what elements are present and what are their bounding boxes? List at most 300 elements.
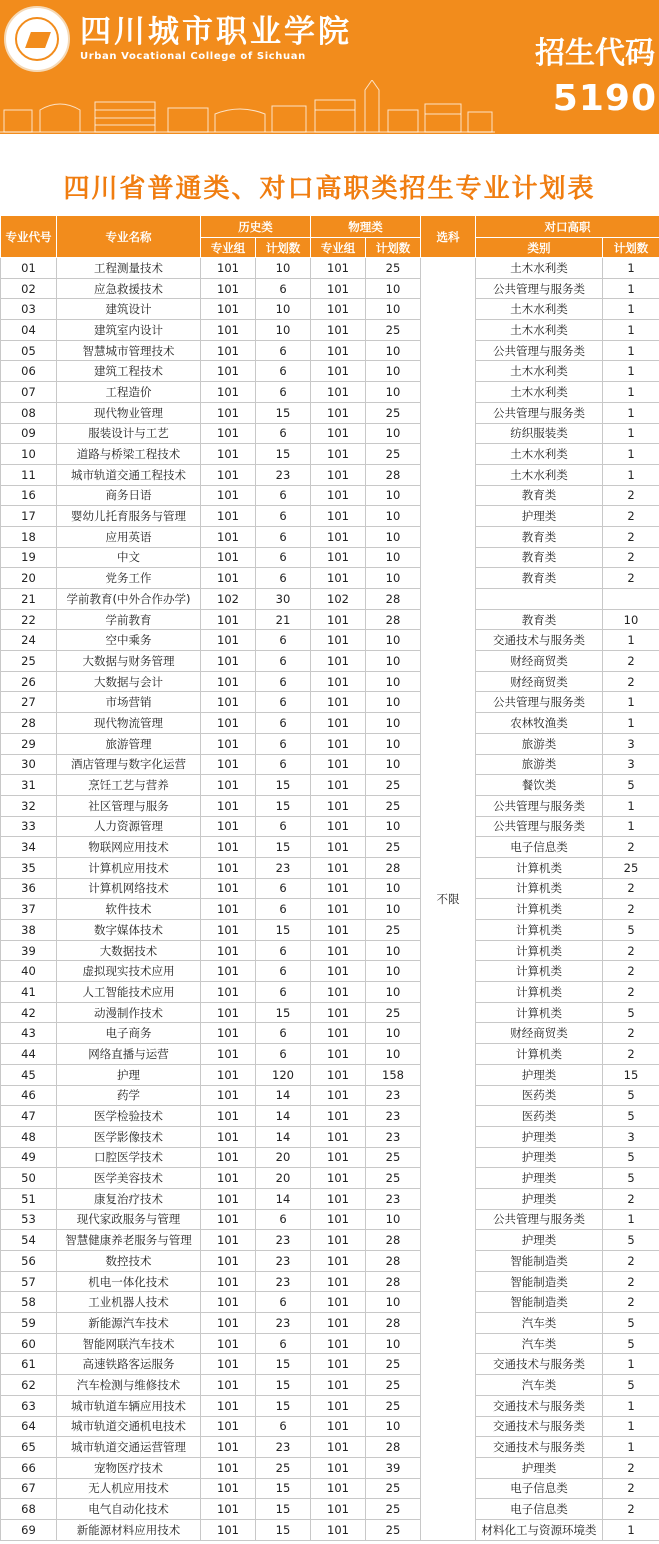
cell-history-group: 101 [201,485,256,506]
cell-physics-plan: 25 [366,1499,421,1520]
cell-vocational-plan: 2 [603,899,659,920]
header-physics: 物理类 [311,216,421,238]
cell-code: 24 [1,630,57,651]
cell-physics-group: 101 [311,1499,366,1520]
cell-name: 婴幼儿托育服务与管理 [57,506,201,527]
cell-history-plan: 6 [256,713,311,734]
cell-history-plan: 6 [256,940,311,961]
table-row [1,1126,659,1147]
cell-physics-plan: 10 [366,630,421,651]
cell-physics-group: 101 [311,1168,366,1189]
cell-name: 医学检验技术 [57,1106,201,1127]
cell-name: 宠物医疗技术 [57,1457,201,1478]
cell-physics-plan: 25 [366,1395,421,1416]
header-vocational: 对口高职 [476,216,659,238]
cell-vocational-plan: 2 [603,1188,659,1209]
cell-physics-plan: 10 [366,754,421,775]
cell-code: 48 [1,1126,57,1147]
cell-physics-group: 101 [311,920,366,941]
cell-history-group: 101 [201,444,256,465]
cell-physics-group: 101 [311,1375,366,1396]
cell-name: 医学美容技术 [57,1168,201,1189]
cell-history-group: 101 [201,1416,256,1437]
cell-history-group: 101 [201,526,256,547]
cell-physics-plan: 25 [366,795,421,816]
cell-vocational-plan: 1 [603,692,659,713]
cell-physics-plan: 10 [366,526,421,547]
table-row [1,299,659,320]
cell-history-group: 101 [201,402,256,423]
cell-physics-group: 101 [311,1126,366,1147]
table-row [1,961,659,982]
cell-vocational-plan: 3 [603,733,659,754]
cell-vocational-plan: 2 [603,1044,659,1065]
cell-history-group: 101 [201,775,256,796]
cell-history-group: 101 [201,1251,256,1272]
cell-physics-group: 101 [311,402,366,423]
cell-vocational-category: 护理类 [476,1188,603,1209]
cell-vocational-plan: 1 [603,1354,659,1375]
cell-vocational-plan: 1 [603,402,659,423]
cell-physics-plan: 23 [366,1188,421,1209]
cell-physics-plan: 10 [366,1023,421,1044]
cell-physics-plan: 28 [366,589,421,610]
cell-vocational-category: 智能制造类 [476,1251,603,1272]
cell-history-plan: 15 [256,1499,311,1520]
cell-vocational-plan: 5 [603,1375,659,1396]
header-banner [0,0,659,134]
table-row [1,1209,659,1230]
cell-history-plan: 6 [256,630,311,651]
cell-physics-plan: 10 [366,340,421,361]
cell-name: 护理 [57,1064,201,1085]
cell-physics-group: 101 [311,1437,366,1458]
cell-physics-plan: 10 [366,940,421,961]
cell-history-plan: 15 [256,1395,311,1416]
cell-physics-plan: 10 [366,1292,421,1313]
cell-code: 65 [1,1437,57,1458]
cell-history-plan: 6 [256,568,311,589]
cell-physics-group: 101 [311,1106,366,1127]
cell-vocational-plan: 1 [603,258,659,279]
cell-vocational-plan: 1 [603,816,659,837]
cell-name: 网络直播与运营 [57,1044,201,1065]
cell-history-plan: 30 [256,589,311,610]
cell-code: 63 [1,1395,57,1416]
cell-history-group: 101 [201,1209,256,1230]
cell-vocational-category: 公共管理与服务类 [476,402,603,423]
cell-vocational-category: 护理类 [476,1230,603,1251]
cell-vocational-category: 计算机类 [476,1002,603,1023]
cell-physics-plan: 28 [366,1313,421,1334]
cell-vocational-category: 交通技术与服务类 [476,1354,603,1375]
cell-history-group: 101 [201,651,256,672]
cell-name: 物联网应用技术 [57,837,201,858]
cell-vocational-plan: 5 [603,1085,659,1106]
cell-history-group: 101 [201,1230,256,1251]
cell-name: 应急救援技术 [57,278,201,299]
cell-history-plan: 6 [256,1333,311,1354]
cell-physics-group: 101 [311,1333,366,1354]
cell-physics-group: 101 [311,1292,366,1313]
cell-history-plan: 15 [256,920,311,941]
cell-physics-plan: 25 [366,258,421,279]
cell-history-plan: 6 [256,1209,311,1230]
cell-name: 汽车检测与维修技术 [57,1375,201,1396]
cell-name: 旅游管理 [57,733,201,754]
table-row [1,464,659,485]
table-row [1,423,659,444]
cell-history-plan: 15 [256,1519,311,1540]
cell-history-group: 101 [201,816,256,837]
cell-code: 28 [1,713,57,734]
cell-physics-plan: 25 [366,402,421,423]
cell-vocational-category: 计算机类 [476,899,603,920]
table-row [1,816,659,837]
cell-vocational-category: 计算机类 [476,982,603,1003]
cell-vocational-category: 公共管理与服务类 [476,692,603,713]
cell-history-plan: 23 [256,1230,311,1251]
cell-physics-plan: 10 [366,361,421,382]
cell-vocational-plan: 2 [603,1251,659,1272]
cell-name: 口腔医学技术 [57,1147,201,1168]
cell-physics-group: 101 [311,506,366,527]
table-row [1,1168,659,1189]
cell-name: 建筑工程技术 [57,361,201,382]
cell-history-plan: 23 [256,1251,311,1272]
cell-history-group: 101 [201,1126,256,1147]
cell-history-plan: 10 [256,320,311,341]
cell-name: 城市轨道交通工程技术 [57,464,201,485]
cell-history-group: 101 [201,1499,256,1520]
cell-history-plan: 6 [256,1416,311,1437]
table-row [1,1375,659,1396]
cell-code: 11 [1,464,57,485]
table-row [1,899,659,920]
cell-physics-plan: 10 [366,671,421,692]
cell-history-plan: 6 [256,1023,311,1044]
cell-physics-group: 101 [311,1002,366,1023]
cell-vocational-plan: 2 [603,1292,659,1313]
cell-name: 建筑室内设计 [57,320,201,341]
cell-history-plan: 14 [256,1085,311,1106]
table-row [1,402,659,423]
cell-physics-plan: 10 [366,506,421,527]
cell-name: 现代家政服务与管理 [57,1209,201,1230]
table-row [1,1292,659,1313]
cell-history-plan: 120 [256,1064,311,1085]
table-row [1,382,659,403]
cell-code: 26 [1,671,57,692]
cell-physics-plan: 28 [366,857,421,878]
cell-vocational-plan: 1 [603,382,659,403]
cell-history-plan: 6 [256,423,311,444]
cell-history-plan: 6 [256,651,311,672]
cell-vocational-category: 土木水利类 [476,299,603,320]
table-row [1,1519,659,1540]
cell-vocational-plan [603,589,659,610]
cell-code: 29 [1,733,57,754]
cell-history-group: 101 [201,1023,256,1044]
cell-physics-group: 101 [311,485,366,506]
cell-history-plan: 15 [256,402,311,423]
cell-physics-plan: 28 [366,1271,421,1292]
cell-history-plan: 10 [256,299,311,320]
cell-history-plan: 6 [256,899,311,920]
cell-vocational-category: 汽车类 [476,1313,603,1334]
cell-history-group: 101 [201,1457,256,1478]
table-row [1,1251,659,1272]
cell-physics-group: 101 [311,1085,366,1106]
cell-code: 39 [1,940,57,961]
cell-history-group: 101 [201,795,256,816]
cell-vocational-category: 电子信息类 [476,1499,603,1520]
cell-code: 57 [1,1271,57,1292]
cell-vocational-category: 智能制造类 [476,1292,603,1313]
enrollment-code-value: 5190 [552,78,657,119]
cell-history-group: 101 [201,754,256,775]
cell-physics-group: 101 [311,526,366,547]
cell-physics-group: 101 [311,1271,366,1292]
cell-physics-group: 101 [311,671,366,692]
cell-history-group: 101 [201,547,256,568]
cell-history-group: 101 [201,1478,256,1499]
cell-vocational-category: 护理类 [476,1457,603,1478]
cell-physics-group: 102 [311,589,366,610]
cell-history-group: 101 [201,713,256,734]
cell-vocational-category: 公共管理与服务类 [476,816,603,837]
cell-name: 党务工作 [57,568,201,589]
cell-physics-plan: 10 [366,1333,421,1354]
cell-code: 42 [1,1002,57,1023]
header-physics-group: 专业组 [311,238,366,258]
cell-vocational-category: 计算机类 [476,878,603,899]
cell-code: 53 [1,1209,57,1230]
cell-history-group: 101 [201,837,256,858]
cell-history-group: 101 [201,320,256,341]
cell-physics-group: 101 [311,857,366,878]
table-row [1,754,659,775]
table-row [1,609,659,630]
cell-vocational-plan: 1 [603,444,659,465]
cell-history-plan: 15 [256,1478,311,1499]
cell-history-group: 101 [201,1085,256,1106]
cell-history-group: 101 [201,464,256,485]
cell-history-group: 101 [201,361,256,382]
table-row [1,1044,659,1065]
cell-code: 07 [1,382,57,403]
cell-vocational-plan: 2 [603,671,659,692]
cell-vocational-category: 土木水利类 [476,320,603,341]
cell-physics-plan: 39 [366,1457,421,1478]
cell-physics-group: 101 [311,816,366,837]
table-row [1,1188,659,1209]
cell-history-group: 102 [201,589,256,610]
cell-history-group: 101 [201,1519,256,1540]
cell-history-plan: 6 [256,982,311,1003]
cell-vocational-plan: 3 [603,754,659,775]
cell-code: 18 [1,526,57,547]
cell-history-plan: 6 [256,671,311,692]
cell-vocational-category: 财经商贸类 [476,671,603,692]
cell-vocational-category: 计算机类 [476,940,603,961]
cell-physics-plan: 10 [366,299,421,320]
cell-physics-plan: 10 [366,816,421,837]
cell-history-plan: 14 [256,1126,311,1147]
cell-physics-group: 101 [311,444,366,465]
header-code: 专业代号 [1,216,57,258]
cell-history-plan: 15 [256,1354,311,1375]
cell-code: 62 [1,1375,57,1396]
table-row [1,1333,659,1354]
cell-vocational-category: 公共管理与服务类 [476,795,603,816]
cell-history-plan: 6 [256,526,311,547]
cell-vocational-plan: 5 [603,920,659,941]
cell-vocational-plan: 1 [603,299,659,320]
cell-code: 37 [1,899,57,920]
cell-history-group: 101 [201,1437,256,1458]
cell-vocational-category: 医药类 [476,1085,603,1106]
cell-code: 60 [1,1333,57,1354]
cell-vocational-plan: 2 [603,940,659,961]
cell-history-group: 101 [201,1271,256,1292]
cell-history-plan: 6 [256,340,311,361]
table-row [1,547,659,568]
cell-physics-plan: 28 [366,609,421,630]
cell-vocational-plan: 1 [603,713,659,734]
table-row [1,589,659,610]
cell-physics-group: 101 [311,1147,366,1168]
cell-code: 03 [1,299,57,320]
cell-physics-group: 101 [311,1044,366,1065]
table-row [1,1002,659,1023]
cell-name: 现代物业管理 [57,402,201,423]
cell-code: 10 [1,444,57,465]
cell-name: 软件技术 [57,899,201,920]
cell-history-plan: 23 [256,464,311,485]
cell-vocational-category: 土木水利类 [476,258,603,279]
cell-vocational-category: 交通技术与服务类 [476,1395,603,1416]
cell-name: 城市轨道车辆应用技术 [57,1395,201,1416]
cell-history-plan: 15 [256,444,311,465]
cell-history-plan: 23 [256,1437,311,1458]
cell-vocational-category: 旅游类 [476,733,603,754]
enrollment-code-label: 招生代码 [535,36,655,71]
cell-history-group: 101 [201,899,256,920]
cell-physics-group: 101 [311,630,366,651]
cell-history-plan: 23 [256,857,311,878]
table-row [1,920,659,941]
cell-vocational-plan: 1 [603,1209,659,1230]
enrollment-plan-table [0,215,659,1541]
cell-physics-plan: 25 [366,320,421,341]
cell-vocational-plan: 2 [603,1478,659,1499]
cell-physics-plan: 10 [366,423,421,444]
cell-vocational-plan: 1 [603,320,659,341]
table-row [1,258,659,279]
cell-physics-group: 101 [311,382,366,403]
cell-vocational-plan: 5 [603,1002,659,1023]
cell-physics-plan: 25 [366,1519,421,1540]
cell-history-plan: 15 [256,1002,311,1023]
school-logo-icon [4,6,70,72]
header-history-group: 专业组 [201,238,256,258]
cell-physics-plan: 25 [366,1168,421,1189]
cell-history-group: 101 [201,857,256,878]
cell-code: 35 [1,857,57,878]
cell-physics-group: 101 [311,340,366,361]
cell-vocational-plan: 2 [603,506,659,527]
cell-vocational-plan: 2 [603,878,659,899]
cell-history-group: 101 [201,692,256,713]
cell-history-group: 101 [201,1002,256,1023]
cell-vocational-plan: 2 [603,1457,659,1478]
cell-vocational-plan: 1 [603,1519,659,1540]
cell-name: 智慧健康养老服务与管理 [57,1230,201,1251]
cell-physics-group: 101 [311,961,366,982]
cell-history-plan: 15 [256,1375,311,1396]
cell-history-group: 101 [201,423,256,444]
cell-code: 54 [1,1230,57,1251]
cell-history-plan: 6 [256,692,311,713]
cell-code: 56 [1,1251,57,1272]
cell-history-group: 101 [201,733,256,754]
cell-vocational-plan: 5 [603,1333,659,1354]
cell-physics-plan: 23 [366,1106,421,1127]
cell-physics-group: 101 [311,878,366,899]
cell-physics-plan: 25 [366,1375,421,1396]
cell-vocational-plan: 5 [603,775,659,796]
cell-vocational-category: 计算机类 [476,857,603,878]
cell-history-group: 101 [201,878,256,899]
cell-physics-plan: 10 [366,485,421,506]
table-row [1,630,659,651]
cell-code: 19 [1,547,57,568]
cell-physics-plan: 10 [366,961,421,982]
cell-physics-plan: 10 [366,713,421,734]
table-row [1,485,659,506]
cell-name: 电气自动化技术 [57,1499,201,1520]
cell-history-plan: 15 [256,795,311,816]
cell-physics-group: 101 [311,1064,366,1085]
cell-vocational-plan: 1 [603,630,659,651]
cell-vocational-plan: 5 [603,1313,659,1334]
cell-physics-plan: 25 [366,837,421,858]
cell-vocational-plan: 5 [603,1168,659,1189]
cell-vocational-category: 计算机类 [476,920,603,941]
cell-code: 17 [1,506,57,527]
cell-vocational-plan: 10 [603,609,659,630]
cell-vocational-category: 交通技术与服务类 [476,1416,603,1437]
cell-code: 40 [1,961,57,982]
cell-code: 45 [1,1064,57,1085]
cell-physics-group: 101 [311,754,366,775]
cell-history-group: 101 [201,1188,256,1209]
cell-vocational-plan: 1 [603,1395,659,1416]
cell-name: 大数据与财务管理 [57,651,201,672]
cell-history-group: 101 [201,299,256,320]
cell-code: 16 [1,485,57,506]
header-history-plan: 计划数 [256,238,311,258]
cell-vocational-plan: 1 [603,464,659,485]
cell-vocational-plan: 1 [603,278,659,299]
cell-vocational-plan: 25 [603,857,659,878]
cell-name: 建筑设计 [57,299,201,320]
cell-physics-plan: 10 [366,1209,421,1230]
cell-physics-plan: 10 [366,692,421,713]
cell-physics-group: 101 [311,899,366,920]
cell-history-group: 101 [201,1106,256,1127]
